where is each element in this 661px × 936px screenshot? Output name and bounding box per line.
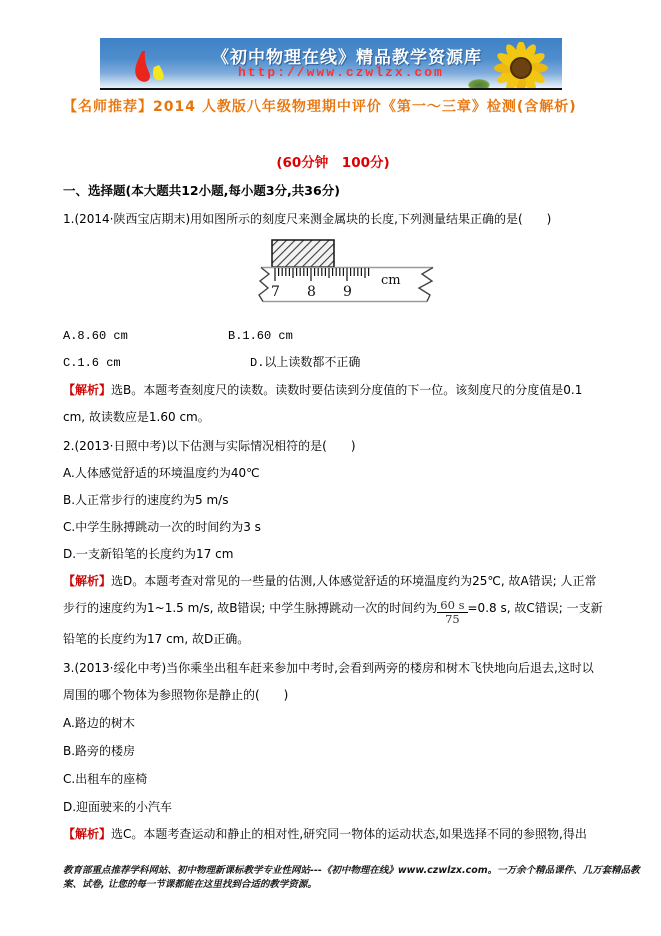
analysis-tag: 【解析】 — [63, 826, 112, 841]
site-logo-icon — [126, 50, 174, 90]
page-title: 【名师推荐】2014 人教版八年级物理期中评价《第一～三章》检测(含解析) — [63, 99, 577, 115]
option-3a: A.路边的树木 — [63, 715, 135, 730]
option-2c: C.中学生脉搏跳动一次的时间约为3 s — [63, 520, 261, 534]
ruler-figure — [255, 237, 603, 313]
option-1b: B.1.60 cm — [228, 329, 293, 343]
ruler-number-7: 7 — [271, 284, 280, 300]
option-1c: C.1.6 cm — [63, 356, 121, 370]
metal-block — [272, 240, 334, 267]
option-3b: B.路旁的楼房 — [63, 743, 136, 758]
analysis-text: 选B。本题考查刻度尺的读数。读数时要估读到分度值的下一位。该刻度尺的分度值是0.1 cm, 故读数应是1.60 cm。 — [63, 383, 583, 424]
option-2a: A.人体感觉舒适的环境温度约为40℃ — [63, 466, 260, 480]
time-score-line: (60分钟 100分) — [276, 155, 390, 171]
foliage-decor — [468, 79, 490, 90]
fraction — [437, 597, 467, 626]
ruler-unit-label: cm — [381, 273, 401, 288]
ruler-right-torn-edge — [419, 268, 433, 302]
question-1-options-row-2 — [63, 350, 603, 377]
question-2-stem: 2.(2013·日照中考)以下估测与实际情况相符的是( ) — [63, 439, 356, 453]
analysis-text: 选C。本题考查运动和静止的相对性,研究同一物体的运动状态,如果选择不同的参照物,得出 — [111, 826, 587, 841]
ruler-left-torn-edge — [259, 268, 269, 302]
ruler-number-9: 9 — [343, 284, 352, 300]
question-3-options — [63, 709, 603, 821]
banner-site-url[interactable]: http://www.czwlzx.com — [238, 65, 444, 80]
option-1a: A.8.60 cm — [63, 329, 128, 343]
question-1-options-row-1 — [63, 323, 603, 350]
sunflower-icon — [492, 42, 550, 90]
fraction-denominator: 75 — [445, 612, 460, 626]
fraction-numerator: 60 s — [437, 600, 467, 614]
footer-promo-text: 教育部重点推荐学科网站、初中物理新课标教学专业性网站---《初中物理在线》www.czwlzx.com。一万余个精品课件、几万套精品教案、试卷, 让您的每一节课都能在这里找到合适的教学资源。 — [63, 865, 640, 890]
option-3c: C.出租车的座椅 — [63, 771, 148, 786]
ruler-number-8: 8 — [307, 284, 316, 300]
analysis-text-after: =0.8 s, 故C错误; 一支新铅笔的长度约为17 cm, 故D正确。 — [63, 601, 603, 646]
analysis-tag: 【解析】 — [63, 383, 112, 397]
question-1-analysis — [63, 377, 603, 431]
question-3-analysis — [63, 821, 603, 848]
section-heading: 一、选择题(本大题共12小题,每小题3分,共36分) — [63, 183, 340, 198]
question-2-analysis — [63, 568, 603, 653]
question-1-stem: 1.(2014·陕西宝店期末)用如图所示的刻度尺来测金属块的长度,下列测量结果正确的是( ) — [63, 212, 552, 226]
option-3d: D.迎面驶来的小汽车 — [63, 799, 173, 814]
option-2d: D.一支新铅笔的长度约为17 cm — [63, 547, 234, 561]
site-banner — [100, 38, 562, 90]
option-1d: D.以上读数都不正确 — [250, 356, 361, 370]
analysis-tag: 【解析】 — [63, 574, 112, 588]
banner-site-title: 《初中物理在线》精品教学资源库 — [212, 48, 482, 68]
document-body — [63, 97, 603, 848]
analysis-text-before: 选D。本题考查对常见的一些量的估测,人体感觉舒适的环境温度约为25℃, 故A错误; 人正常步行的速度约为1~1.5 m/s, 故B错误; 中学生脉搏跳动一次的时间约为 — [63, 574, 597, 615]
question-3-stem: 3.(2013·绥化中考)当你乘坐出租车赶来参加中考时,会看到两旁的楼房和树木飞快地向后退去,这时以周围的哪个物体为参照物你是静止的( ) — [63, 660, 594, 702]
option-2b: B.人正常步行的速度约为5 m/s — [63, 493, 229, 507]
